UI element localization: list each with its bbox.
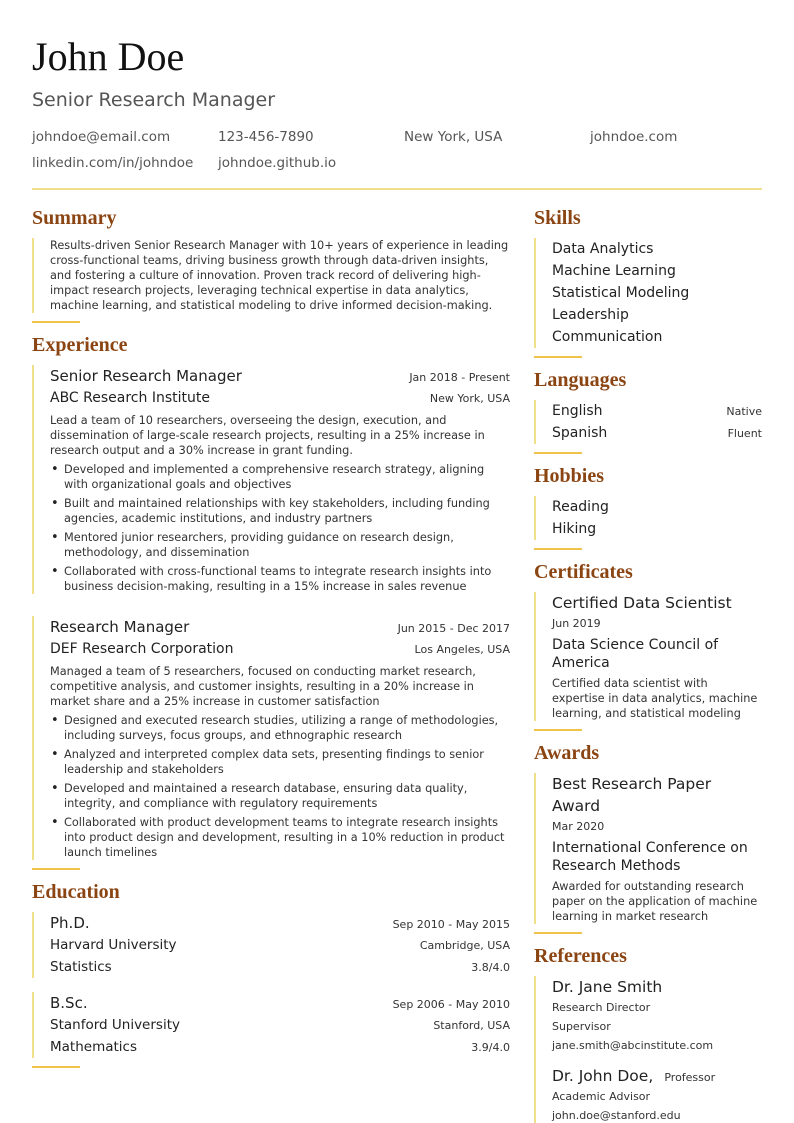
reference-email[interactable]: jane.smith@abcinstitute.com: [552, 1039, 714, 1052]
education-item: [50, 992, 510, 1058]
reference-inline-role: Professor: [664, 1071, 716, 1084]
awards-section: [534, 773, 762, 924]
reference-relation: Academic Advisor: [552, 1090, 651, 1103]
section-divider: [534, 548, 582, 550]
hobby-item: Hiking: [552, 521, 597, 537]
edu-field: Mathematics: [50, 1039, 137, 1055]
award-issuer: International Conference on Research Methods: [552, 840, 748, 874]
job-title: Senior Research Manager: [50, 367, 242, 385]
contact-location: New York, USA: [404, 129, 503, 145]
language-level: Native: [726, 405, 762, 418]
contact-email[interactable]: johndoe@email.com: [32, 129, 171, 145]
job-description: Managed a team of 5 researchers, focused on conducting market research, competitive analysis, and customer insights, resulting in a 20% increase in market share and a 25% increase in customer satisfaction: [50, 665, 476, 708]
bullet-item: • Collaborated with cross-functional teams to integrate research insights into business decision-making, resulting in a 15% increase in sales revenue: [50, 564, 510, 594]
experience-item: [50, 365, 510, 594]
section-divider: [32, 868, 80, 870]
edu-location: Cambridge, USA: [419, 939, 510, 952]
section-divider: [32, 321, 80, 323]
contact-website[interactable]: johndoe.com: [590, 129, 678, 145]
bullet-item: • Mentored junior researchers, providing guidance on research design, methodology, and dissemination: [50, 530, 510, 560]
summary-section: [32, 238, 510, 313]
edu-gpa: 3.8/4.0: [471, 961, 510, 974]
award-title: Best Research Paper Award: [552, 775, 712, 815]
edu-degree: Ph.D.: [50, 914, 90, 932]
award-date: Mar 2020: [552, 820, 605, 833]
bullet-item: • Designed and executed research studies, utilizing a range of methodologies, including surveys, focus groups, and ethnographic research: [50, 713, 510, 743]
job-bullets: [50, 462, 510, 594]
bullet-item: • Analyzed and interpreted complex data sets, presenting findings to senior leadership and stakeholders: [50, 747, 510, 777]
skill-item: Leadership: [552, 307, 629, 323]
awards-heading: Awards: [534, 742, 600, 764]
edu-field: Statistics: [50, 959, 112, 975]
edu-date: Sep 2010 - May 2015: [392, 918, 510, 931]
award-description: Awarded for outstanding research paper on the application of machine learning in market research: [552, 880, 758, 923]
summary-text: Results-driven Senior Research Manager with 10+ years of experience in leading cross-functional teams, driving business growth through data-driven insights, and fostering a culture of innovation. Proven track record of delivering high-impact research projects, leveraging technical expertise in data analytics, machine learning, and statistical modeling to drive informed decision-making.: [50, 239, 509, 312]
references-section: [534, 976, 762, 1123]
reference-email[interactable]: john.doe@stanford.edu: [552, 1109, 681, 1122]
bullet-item: • Built and maintained relationships with key stakeholders, including funding agencies, academic institutions, and industry partners: [50, 496, 510, 526]
header-divider: [32, 188, 762, 190]
certificate-issuer: Data Science Council of America: [552, 637, 719, 671]
certificates-heading: Certificates: [534, 561, 633, 583]
education-section: [32, 912, 510, 978]
job-date: Jun 2015 - Dec 2017: [397, 622, 510, 635]
certificates-section: [534, 592, 762, 721]
job-location: New York, USA: [429, 392, 510, 405]
reference-role: Research Director: [552, 1001, 651, 1014]
language-level: Fluent: [727, 427, 762, 440]
job-location: Los Angeles, USA: [414, 643, 510, 656]
reference-relation: Supervisor: [552, 1020, 611, 1033]
reference-item: [552, 1065, 762, 1123]
job-date: Jan 2018 - Present: [409, 371, 510, 384]
edu-location: Stanford, USA: [433, 1019, 510, 1032]
languages-heading: Languages: [534, 369, 627, 391]
hobby-item: Reading: [552, 499, 609, 515]
job-title: Research Manager: [50, 618, 190, 636]
skills-section: [534, 238, 762, 348]
experience-item: [50, 616, 510, 860]
summary-heading: Summary: [32, 207, 117, 229]
bullet-item: • Developed and maintained a research database, ensuring data quality, integrity, and compliance with regulatory requirements: [50, 781, 510, 811]
section-divider: [534, 729, 582, 731]
hobbies-heading: Hobbies: [534, 465, 605, 487]
experience-heading: Experience: [32, 334, 128, 356]
reference-item: [552, 976, 762, 1055]
candidate-title: Senior Research Manager: [32, 89, 276, 111]
job-description: Lead a team of 10 researchers, overseeing the design, execution, and dissemination of large-scale research projects, resulting in a 25% increase in research output and a 30% increase in grant funding.: [50, 414, 485, 457]
resume-header: [32, 34, 762, 172]
spacer: [32, 602, 510, 616]
skills-heading: Skills: [534, 207, 581, 229]
references-heading: References: [534, 945, 627, 967]
edu-school: Harvard University: [50, 937, 177, 953]
edu-date: Sep 2006 - May 2010: [392, 998, 510, 1011]
skill-item: Communication: [552, 329, 663, 345]
education-section-2: [32, 992, 510, 1058]
skill-item: Data Analytics: [552, 241, 654, 257]
job-bullets: [50, 713, 510, 860]
language-name: English: [552, 403, 603, 419]
bullet-item: • Collaborated with product development teams to integrate research insights into product design and development, resulting in a 10% reduction in product launch timelines: [50, 815, 510, 860]
skill-item: Machine Learning: [552, 263, 676, 279]
experience-section-2: [32, 616, 510, 860]
bullet-item: • Developed and implemented a comprehensive research strategy, aligning with organizational goals and objectives: [50, 462, 510, 492]
candidate-name: John Doe: [32, 34, 185, 79]
language-name: Spanish: [552, 425, 608, 441]
language-item: [552, 400, 762, 422]
contact-linkedin[interactable]: linkedin.com/in/johndoe: [32, 155, 194, 171]
edu-school: Stanford University: [50, 1017, 180, 1033]
certificate-date: Jun 2019: [552, 617, 601, 630]
skill-item: Statistical Modeling: [552, 285, 690, 301]
contact-phone[interactable]: 123-456-7890: [218, 129, 314, 145]
contact-list: [32, 128, 762, 172]
edu-degree: B.Sc.: [50, 994, 88, 1012]
reference-name: Dr. John Doe,: [552, 1067, 654, 1085]
left-column: [32, 206, 510, 1078]
section-divider: [534, 356, 582, 358]
education-heading: Education: [32, 881, 120, 903]
contact-github[interactable]: johndoe.github.io: [218, 155, 337, 171]
job-organization: ABC Research Institute: [50, 390, 210, 406]
section-divider: [534, 932, 582, 934]
languages-section: [534, 400, 762, 444]
hobbies-section: [534, 496, 762, 540]
experience-section: [32, 365, 510, 594]
certificate-description: Certified data scientist with expertise in data analytics, machine learning, and statistical modeling: [552, 677, 758, 720]
certificate-title: Certified Data Scientist: [552, 594, 732, 612]
section-divider: [32, 1066, 80, 1068]
reference-name: Dr. Jane Smith: [552, 978, 663, 996]
job-organization: DEF Research Corporation: [50, 641, 234, 657]
section-divider: [534, 452, 582, 454]
edu-gpa: 3.9/4.0: [471, 1041, 510, 1054]
education-item: [50, 912, 510, 978]
right-column: [534, 206, 762, 1123]
language-item: [552, 422, 762, 444]
